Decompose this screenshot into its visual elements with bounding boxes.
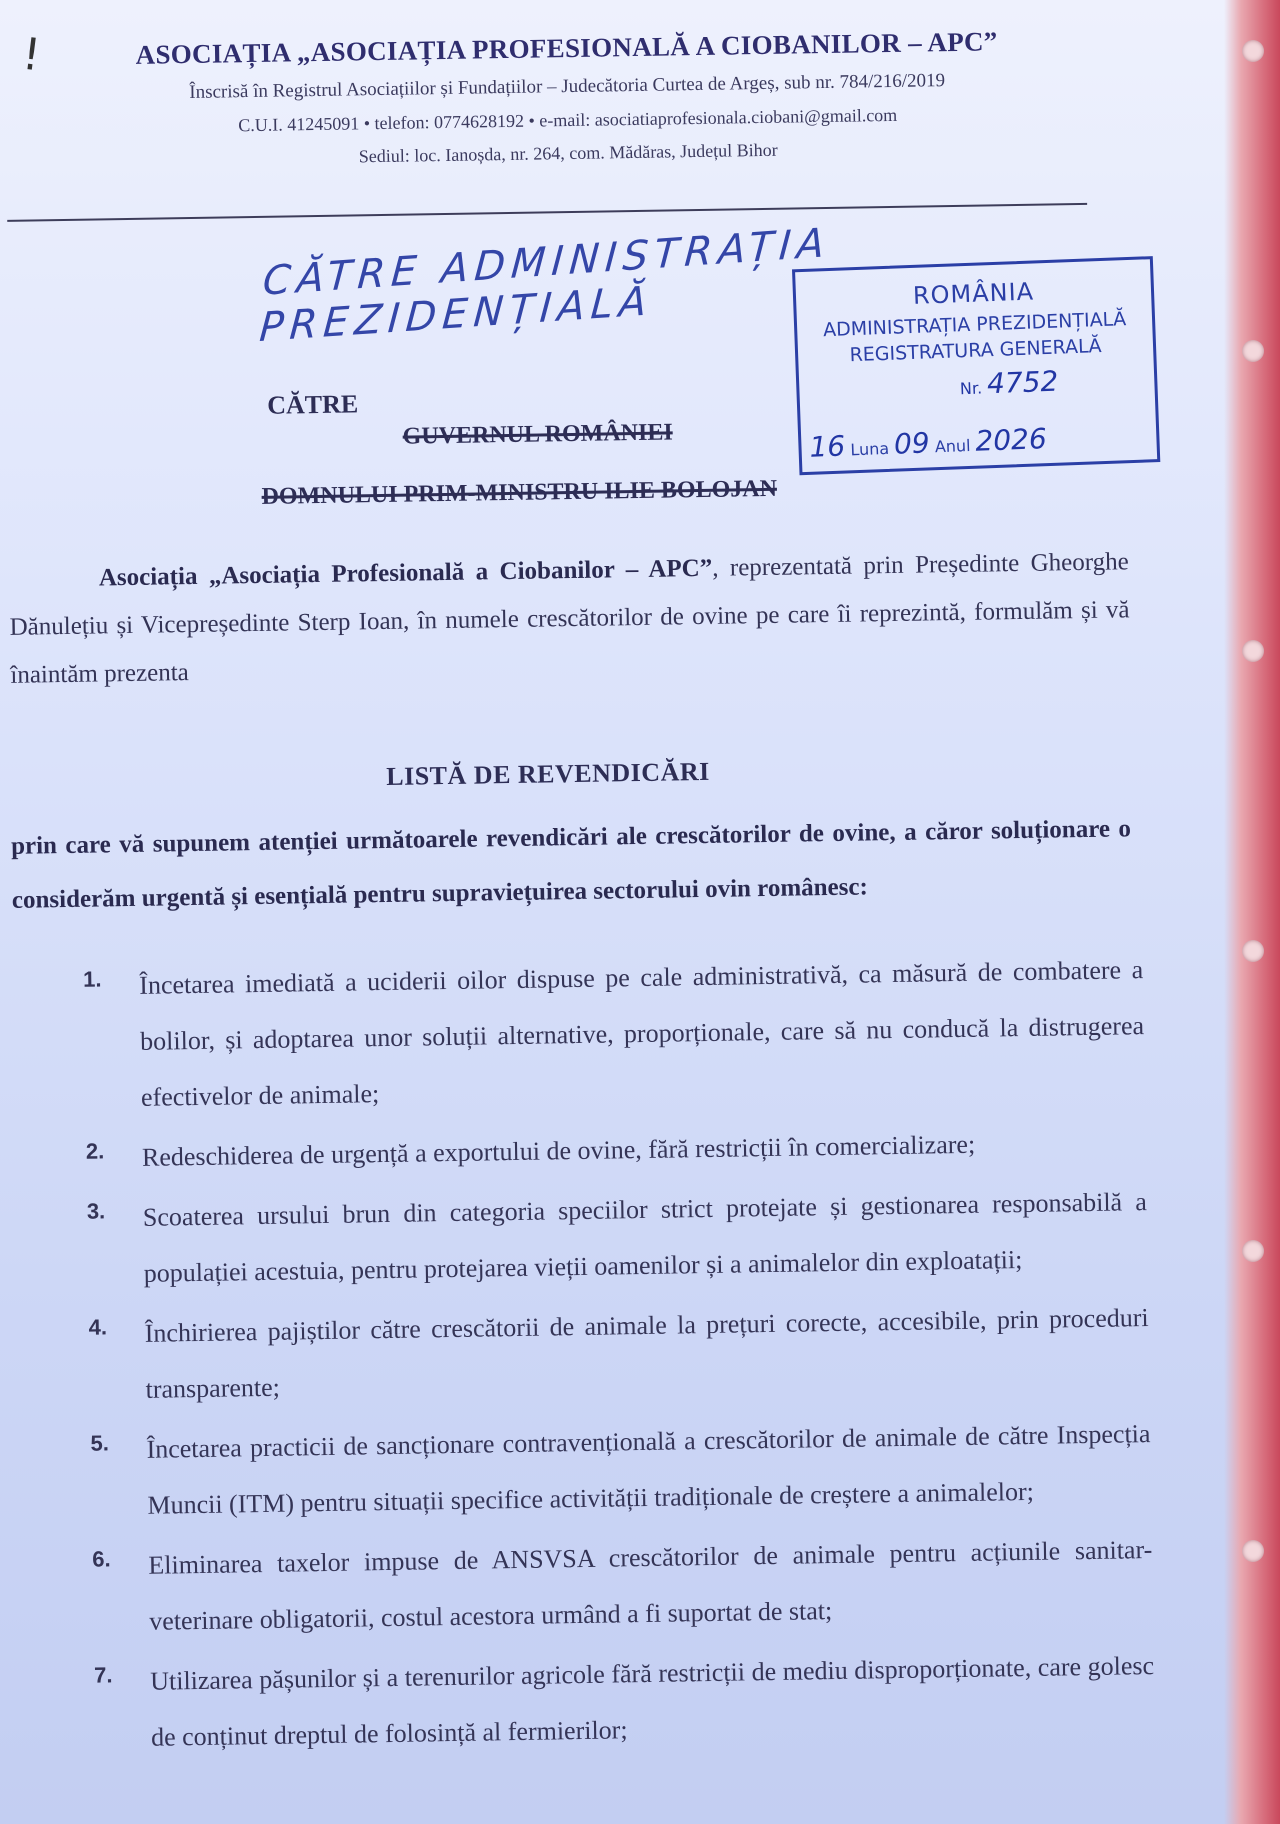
intro-paragraph-text: , reprezentată prin Președinte Gheorghe Dănulețiu și Vicepreședinte Sterp Ioan, în numele crescătorilor de ovine pe care îi reprezintă, formulăm și vă înaintăm prezenta xyxy=(9,548,1130,689)
stamp-month-value: 09 xyxy=(893,426,931,461)
list-title: LISTĂ DE REVENDICĂRI xyxy=(386,756,710,791)
struck-addressee-government: GUVERNUL ROMÂNIEI xyxy=(402,419,673,450)
registry-stamp xyxy=(792,256,1160,475)
stamp-month-label: Luna xyxy=(850,438,890,460)
list-item-number: 2. xyxy=(85,1138,105,1164)
intro-association-name: Asociația „Asociația Profesională a Ciobanilor – APC” xyxy=(98,554,713,592)
list-item-number: 3. xyxy=(86,1198,106,1224)
demands-list xyxy=(83,942,1156,1771)
punch-hole xyxy=(1242,940,1264,962)
registry-line: Înscrisă în Registrul Asociațiilor și Fundațiilor – Judecătoria Curtea de Argeș, sub nr. 784/216/2019 xyxy=(189,70,946,103)
stamp-year-value: 2026 xyxy=(974,422,1048,458)
list-item-number: 7. xyxy=(93,1662,113,1688)
punch-hole xyxy=(1242,1540,1264,1562)
list-item-text: Încetarea practicii de sancționare contravențională a crescătorilor de animale de către Inspecția Muncii (ITM) pentru situații specifice activității tradiționale de creștere a animalelor; xyxy=(146,1419,1151,1520)
handwritten-mark: ! xyxy=(19,28,44,82)
list-item-text: Redeschiderea de urgență a exportului de ovine, fără restricții în comercializare; xyxy=(141,1129,976,1172)
organization-name: ASOCIAȚIA „ASOCIAȚIA PROFESIONALĂ A CIOBANILOR – APC” xyxy=(135,26,998,70)
stamp-nr-label: Nr. xyxy=(959,378,983,399)
list-item xyxy=(90,1406,1152,1535)
list-item-number: 5. xyxy=(90,1430,110,1456)
punch-hole xyxy=(1242,40,1264,62)
list-item xyxy=(86,1174,1148,1303)
punch-hole xyxy=(1242,640,1264,662)
stamp-date xyxy=(801,418,1157,464)
list-item-text: Eliminarea taxelor impuse de ANSVSA crescătorilor de animale pentru acțiunile sanitar-veterinare obligatorii, costul acestora urmând a fi suportat de stat; xyxy=(148,1535,1153,1636)
list-item-number: 1. xyxy=(82,966,102,992)
punch-hole xyxy=(1242,340,1264,362)
punch-hole xyxy=(1242,1240,1264,1262)
stamp-institution: ADMINISTRAȚIA PREZIDENȚIALĂ xyxy=(822,308,1127,342)
list-item xyxy=(88,1290,1150,1419)
list-item xyxy=(94,1638,1156,1767)
list-item-text: Închirierea pajiștilor către crescătorii de animale la prețuri corecte, accesibile, prin proceduri transparente; xyxy=(144,1303,1149,1404)
stamp-year-label: Anul xyxy=(934,435,971,457)
handwritten-recipient: CĂTRE ADMINISTRAȚIA PREZIDENȚIALĂ xyxy=(257,219,832,352)
contact-line: C.U.I. 41245091 • telefon: 0774628192 • e-mail: asociatiaprofesionala.ciobani@gmail.com xyxy=(238,104,898,136)
stamp-nr-value: 4752 xyxy=(986,364,1059,401)
list-item-text: Utilizarea pășunilor și a terenurilor agricole fără restricții de mediu disproporționate, care golesc de conținut dreptul de folosință al fermierilor; xyxy=(149,1651,1155,1752)
struck-addressee-prime-minister: DOMNULUI PRIM-MINISTRU ILIE BOLOJAN xyxy=(261,475,778,510)
stamp-number xyxy=(799,361,1155,407)
addressee-heading: CĂTRE xyxy=(266,389,359,420)
list-item-text: Încetarea imediată a uciderii oilor dispuse pe cale administrativă, ca măsură de combatere a bolilor, și adoptarea unor soluții alternative, proporționale, care să nu conducă la distrugerea efectivelor de animale; xyxy=(139,955,1145,1112)
list-item-number: 4. xyxy=(88,1314,108,1340)
list-item xyxy=(83,942,1146,1127)
stamp-department: REGISTRATURA GENERALĂ xyxy=(849,335,1102,367)
list-item xyxy=(92,1522,1154,1651)
stamp-country: ROMÂNIA xyxy=(912,277,1035,310)
seat-line: Sediul: loc. Ianoșda, nr. 264, com. Mădăras, Județul Bihor xyxy=(358,139,778,167)
intro-paragraph xyxy=(9,538,1131,700)
letterhead xyxy=(46,15,1088,172)
list-item-text: Scoaterea ursului brun din categoria speciilor strict protejate și gestionarea responsabilă a populației acestuia, pentru protejarea vieții oamenilor și a animalelor din exploatații; xyxy=(142,1187,1148,1288)
list-intro: prin care vă supunem atenției următoarele revendicări ale crescătorilor de ovine, a căror soluționare o considerăm urgentă și esențială pentru supraviețuirea sectorului ovin românesc: xyxy=(10,815,1132,914)
list-item-number: 6. xyxy=(92,1546,111,1572)
stamp-day-value: 16 xyxy=(808,429,846,464)
